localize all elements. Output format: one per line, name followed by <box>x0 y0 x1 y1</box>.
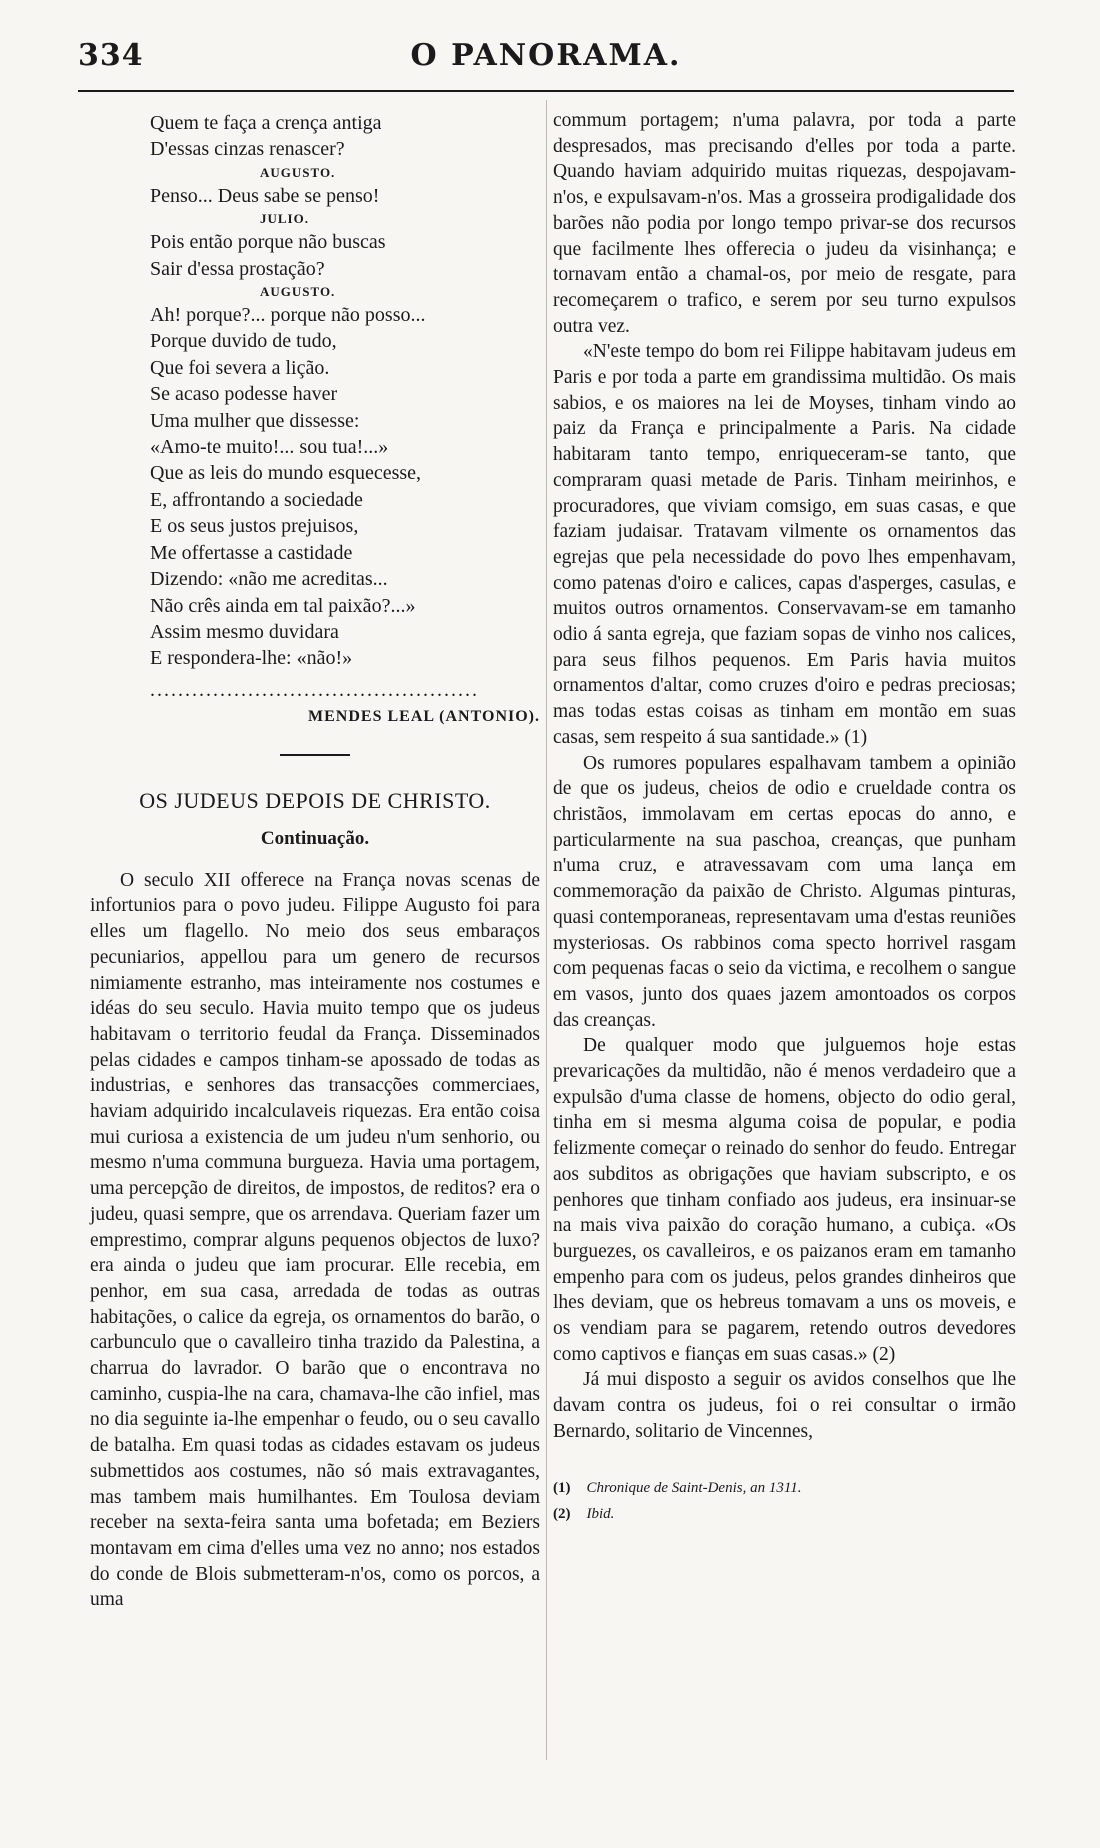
poem-verse: E respondera-lhe: «não!» <box>150 647 353 670</box>
article-body-left <box>90 868 540 1613</box>
column-divider <box>546 100 547 1760</box>
article-paragraph: O seculo XII offerece na França novas scenas de infortunios para o povo judeu. Filippe Augusto foi para elles um flagello. No meio dos seus embaraços pecuniarios, appellou para um genero de recursos nimiamente estranho, mas inteiramente nos costumes e idéas do seu seculo. Havia muito tempo que os judeus habitavam o territorio feudal da França. Disseminados pelas cidades e campos tinham-se apossado de todas as industrias, e senhores das transacções commerciaes, haviam adquirido incalculaveis riquezas. Era então coisa mui curiosa a existencia de um judeu n'um senhorio, ou mesmo n'uma communa burgueza. Havia uma portagem, uma percepção de direitos, de impostos, de reditos? era o judeu, quasi sempre, que os arrendava. Queriam fazer um emprestimo, comprar alguns pequenos objectos de luxo? era ainda o judeu que iam procurar. Elle recebia, em penhor, em sua casa, arredada de todas as outras habitações, o calice da egreja, os ornamentos do barão, o carbunculo que o cavalleiro tinha trazido da Palestina, a charrua do lavrador. O barão que o encontrava no caminho, cuspia-lhe na cara, chamava-lhe cão infiel, mas no dia seguinte ia-lhe empenhar o feudo, ou o seu cavallo de batalha. Em quasi todas as cidades estavam os judeus submettidos aos costumes, não só mais extravagantes, mas tambem mais humilhantes. Em Toulosa deviam receber na sexta-feira santa uma bofetada; em Beziers montavam em cima d'elles uma vez no anno; nos estados do conde de Blois submetteram-n'os, como os porcos, a uma <box>90 869 540 1611</box>
poem-verse: Que foi severa a lição. <box>150 356 330 379</box>
article-paragraph: Os rumores populares espalhavam tambem a opinião de que os judeus, cheios de odio e crueldade contra os christãos, immolavam em certas epocas do anno, e particularmente na sua paschoa, creanças, que punham n'uma cruz, e atravessavam com uma lança em commemoração da paixão de Christo. Algumas pinturas, quasi contemporaneas, representavam uma d'estas reuniões mysteriosas. Os rabbinos coma specto horrivel rasgam com pequenas facas o seio da victima, e recolhem o sangue em vasos, junto dos quaes jazem amontoados os corpos das creanças. <box>553 752 1016 1031</box>
page-number: 334 <box>78 38 144 73</box>
article-paragraph: «N'este tempo do bom rei Filippe habitavam judeus em Paris e por toda a parte em grandissima multidão. Os mais sabios, e os maiores na lei de Moyses, tinham vindo ao paiz da França e principalmente a Paris. Na cidade habitaram tanto tempo, enriqueceram-se tanto, que compraram quasi metade de Paris. Tinham meirinhos, e procuradores, que viviam comsigo, em suas casas, e que faziam judaisar. Tratavam vilmente os ornamentos das egrejas que pela necessidade do povo lhes empenhavam, como patenas d'oiro e calices, capas d'asperges, casulas, e muitos outros ornamentos. Conservavam-se em tamanho odio á santa egreja, que faziam sopas de vinho nos calices, para seus filhos pequenos. Em Paris havia muitos ornamentos d'altar, como cruzes d'oiro e pedras preciosas; mas todas estas coisas as tinham em montão em suas casas, sem respeito á sua santidade.» (1) <box>553 341 1016 748</box>
masthead: O PANORAMA. <box>410 38 682 73</box>
article-paragraph: commum portagem; n'uma palavra, por toda a parte despresados, mas precisando d'elles por toda a parte. Quando haviam adquirido muitas riquezas, despojavam-n'os, e expulsavam-n'os. Mas a grosseira prodigalidade dos barões não podia por longo tempo privar-se dos recursos que facilmente lhes offerecia o judeu da visinhança; e tornavam então a chamal-os, por meio de resgate, para recomeçarem o trafico, e serem por seu turno expulsos outra vez. <box>553 110 1016 337</box>
article-subtitle: Continuação. <box>260 827 370 849</box>
footnote-mark: (1) <box>553 1479 571 1496</box>
poem-verse: E, affrontando a sociedade <box>150 488 363 511</box>
poem-verse: Quem te faça a crença antiga <box>150 112 382 134</box>
section-divider <box>280 754 350 756</box>
poem-speaker: AUGUSTO. <box>260 164 336 180</box>
poem-speaker: JULIO. <box>260 211 309 227</box>
poem-verse: Dizendo: «não me acreditas... <box>150 568 388 591</box>
poem <box>150 110 540 672</box>
page-header <box>78 30 1014 92</box>
poem-verse: Porque duvido de tudo, <box>150 330 337 353</box>
left-column <box>90 108 540 1613</box>
right-column <box>553 108 1016 1527</box>
poem-ellipsis: ............................................... <box>150 678 479 701</box>
poem-signature: MENDES LEAL (ANTONIO). <box>308 707 540 725</box>
poem-verse: D'essas cinzas renascer? <box>150 138 345 161</box>
poem-verse: Ah! porque?... porque não posso... <box>150 304 426 327</box>
poem-verse: Pois então porque não buscas <box>150 231 386 254</box>
poem-verse: Não crês ainda em tal paixão?...» <box>150 594 416 617</box>
footnote <box>553 1501 1016 1527</box>
poem-verse: Que as leis do mundo esquecesse, <box>150 462 422 485</box>
article-body-right <box>553 108 1016 1445</box>
poem-verse: «Amo-te muito!... sou tua!...» <box>150 436 389 459</box>
article-title: OS JUDEUS DEPOIS DE CHRISTO. <box>139 787 491 813</box>
article-paragraph: Já mui disposto a seguir os avidos conselhos que lhe davam contra os judeus, foi o rei consultar o irmão Bernardo, solitario de Vincennes, <box>553 1369 1016 1442</box>
footnote <box>553 1475 1016 1501</box>
footnote-text: Ibid. <box>586 1505 615 1522</box>
footnote-text: Chronique de Saint-Denis, an 1311. <box>586 1479 802 1496</box>
poem-verse: Penso... Deus sabe se penso! <box>150 184 380 207</box>
poem-verse: Me offertasse a castidade <box>150 541 353 564</box>
poem-verse: Se acaso podesse haver <box>150 383 338 406</box>
article-paragraph: De qualquer modo que julguemos hoje estas prevaricações da multidão, não é menos verdadeiro que a expulsão d'uma classe de homens, objecto do odio geral, tinha em si mesma alguma coisa de popular, e podia felizmente começar o reinado do senhor do feudo. Entregar aos subditos as obrigações que haviam subscripto, e os penhores que tinham confiado aos judeus, era insinuar-se na mais viva paixão do coração humano, a cubiça. «Os burguezes, os cavalleiros, e os paizanos eram em tamanho empenho para com os judeus, pelos grandes dinheiros que lhes deviam, que os hebreus tomavam a uns os moveis, e os vendiam para se pagarem, retendo outros devedores como captivos e fianças em suas casas.» (2) <box>553 1035 1016 1365</box>
poem-verse: E os seus justos prejuisos, <box>150 515 359 538</box>
poem-verse: Sair d'essa prostação? <box>150 257 325 280</box>
poem-verse: Assim mesmo duvidara <box>150 620 339 643</box>
poem-speaker: AUGUSTO. <box>260 284 336 300</box>
footnotes <box>553 1475 1016 1527</box>
poem-verse: Uma mulher que dissesse: <box>150 409 360 432</box>
footnote-mark: (2) <box>553 1505 571 1522</box>
